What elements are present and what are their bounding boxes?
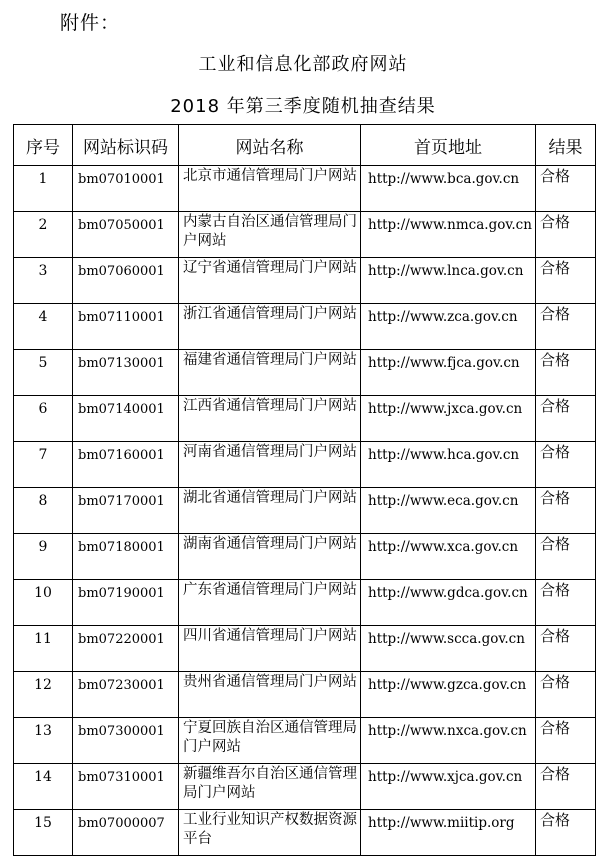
cell-homepage-url: http://www.gdca.gov.cn xyxy=(361,580,536,626)
cell-site-name: 宁夏回族自治区通信管理局门户网站 xyxy=(179,718,361,764)
cell-site-code: bm07010001 xyxy=(73,166,179,212)
cell-site-code: bm07190001 xyxy=(73,580,179,626)
cell-seq: 1 xyxy=(14,166,73,212)
cell-seq: 14 xyxy=(14,764,73,810)
table-row xyxy=(14,580,596,626)
cell-homepage-url: http://www.fjca.gov.cn xyxy=(361,350,536,396)
cell-site-name: 福建省通信管理局门户网站 xyxy=(179,350,361,396)
table-row xyxy=(14,350,596,396)
cell-seq: 11 xyxy=(14,626,73,672)
table-row xyxy=(14,166,596,212)
cell-seq: 10 xyxy=(14,580,73,626)
table-row xyxy=(14,810,596,856)
cell-result: 合格 xyxy=(536,488,596,534)
cell-result: 合格 xyxy=(536,764,596,810)
cell-seq: 7 xyxy=(14,442,73,488)
cell-result: 合格 xyxy=(536,718,596,764)
cell-seq: 2 xyxy=(14,212,73,258)
cell-site-code: bm07050001 xyxy=(73,212,179,258)
cell-result: 合格 xyxy=(536,626,596,672)
cell-homepage-url: http://www.miitip.org xyxy=(361,810,536,856)
cell-site-name: 河南省通信管理局门户网站 xyxy=(179,442,361,488)
cell-site-code: bm07300001 xyxy=(73,718,179,764)
cell-result: 合格 xyxy=(536,534,596,580)
table-row xyxy=(14,442,596,488)
header-seq: 序号 xyxy=(14,125,73,166)
cell-homepage-url: http://www.jxca.gov.cn xyxy=(361,396,536,442)
table-row xyxy=(14,304,596,350)
cell-seq: 13 xyxy=(14,718,73,764)
cell-site-name: 贵州省通信管理局门户网站 xyxy=(179,672,361,718)
cell-site-code: bm07130001 xyxy=(73,350,179,396)
cell-seq: 6 xyxy=(14,396,73,442)
cell-homepage-url: http://www.nmca.gov.cn xyxy=(361,212,536,258)
cell-result: 合格 xyxy=(536,350,596,396)
table-row xyxy=(14,534,596,580)
cell-result: 合格 xyxy=(536,166,596,212)
header-url: 首页地址 xyxy=(361,125,536,166)
cell-site-code: bm07220001 xyxy=(73,626,179,672)
cell-site-name: 四川省通信管理局门户网站 xyxy=(179,626,361,672)
cell-site-name: 湖北省通信管理局门户网站 xyxy=(179,488,361,534)
table-row xyxy=(14,396,596,442)
table-row xyxy=(14,488,596,534)
cell-result: 合格 xyxy=(536,672,596,718)
cell-site-name: 辽宁省通信管理局门户网站 xyxy=(179,258,361,304)
cell-result: 合格 xyxy=(536,442,596,488)
cell-homepage-url: http://www.gzca.gov.cn xyxy=(361,672,536,718)
cell-result: 合格 xyxy=(536,396,596,442)
cell-site-name: 广东省通信管理局门户网站 xyxy=(179,580,361,626)
cell-homepage-url: http://www.hca.gov.cn xyxy=(361,442,536,488)
cell-homepage-url: http://www.xjca.gov.cn xyxy=(361,764,536,810)
table-row xyxy=(14,764,596,810)
cell-site-code: bm07060001 xyxy=(73,258,179,304)
cell-seq: 3 xyxy=(14,258,73,304)
cell-homepage-url: http://www.zca.gov.cn xyxy=(361,304,536,350)
table-row xyxy=(14,672,596,718)
cell-site-name: 江西省通信管理局门户网站 xyxy=(179,396,361,442)
cell-result: 合格 xyxy=(536,258,596,304)
cell-seq: 9 xyxy=(14,534,73,580)
cell-site-name: 新疆维吾尔自治区通信管理局门户网站 xyxy=(179,764,361,810)
cell-site-code: bm07000007 xyxy=(73,810,179,856)
header-name: 网站名称 xyxy=(179,125,361,166)
cell-site-name: 湖南省通信管理局门户网站 xyxy=(179,534,361,580)
table-row xyxy=(14,212,596,258)
cell-homepage-url: http://www.nxca.gov.cn xyxy=(361,718,536,764)
cell-homepage-url: http://www.scca.gov.cn xyxy=(361,626,536,672)
cell-site-name: 浙江省通信管理局门户网站 xyxy=(179,304,361,350)
cell-result: 合格 xyxy=(536,212,596,258)
header-code: 网站标识码 xyxy=(73,125,179,166)
cell-homepage-url: http://www.xca.gov.cn xyxy=(361,534,536,580)
cell-seq: 12 xyxy=(14,672,73,718)
cell-site-code: bm07140001 xyxy=(73,396,179,442)
table-row xyxy=(14,258,596,304)
cell-site-code: bm07160001 xyxy=(73,442,179,488)
cell-seq: 4 xyxy=(14,304,73,350)
cell-result: 合格 xyxy=(536,810,596,856)
table-row xyxy=(14,626,596,672)
results-table xyxy=(13,124,596,856)
cell-homepage-url: http://www.eca.gov.cn xyxy=(361,488,536,534)
cell-site-code: bm07110001 xyxy=(73,304,179,350)
cell-homepage-url: http://www.lnca.gov.cn xyxy=(361,258,536,304)
cell-site-name: 工业行业知识产权数据资源平台 xyxy=(179,810,361,856)
document-subtitle: 2018 年第三季度随机抽查结果 xyxy=(170,96,436,117)
cell-seq: 8 xyxy=(14,488,73,534)
table-header-row xyxy=(14,125,596,166)
cell-site-code: bm07310001 xyxy=(73,764,179,810)
cell-seq: 5 xyxy=(14,350,73,396)
cell-site-name: 内蒙古自治区通信管理局门户网站 xyxy=(179,212,361,258)
cell-seq: 15 xyxy=(14,810,73,856)
cell-result: 合格 xyxy=(536,304,596,350)
document-title: 工业和信息化部政府网站 xyxy=(198,54,408,75)
cell-result: 合格 xyxy=(536,580,596,626)
cell-homepage-url: http://www.bca.gov.cn xyxy=(361,166,536,212)
attachment-label: 附件： xyxy=(60,12,121,34)
cell-site-code: bm07230001 xyxy=(73,672,179,718)
cell-site-code: bm07170001 xyxy=(73,488,179,534)
header-result: 结果 xyxy=(536,125,596,166)
table-row xyxy=(14,718,596,764)
cell-site-code: bm07180001 xyxy=(73,534,179,580)
cell-site-name: 北京市通信管理局门户网站 xyxy=(179,166,361,212)
